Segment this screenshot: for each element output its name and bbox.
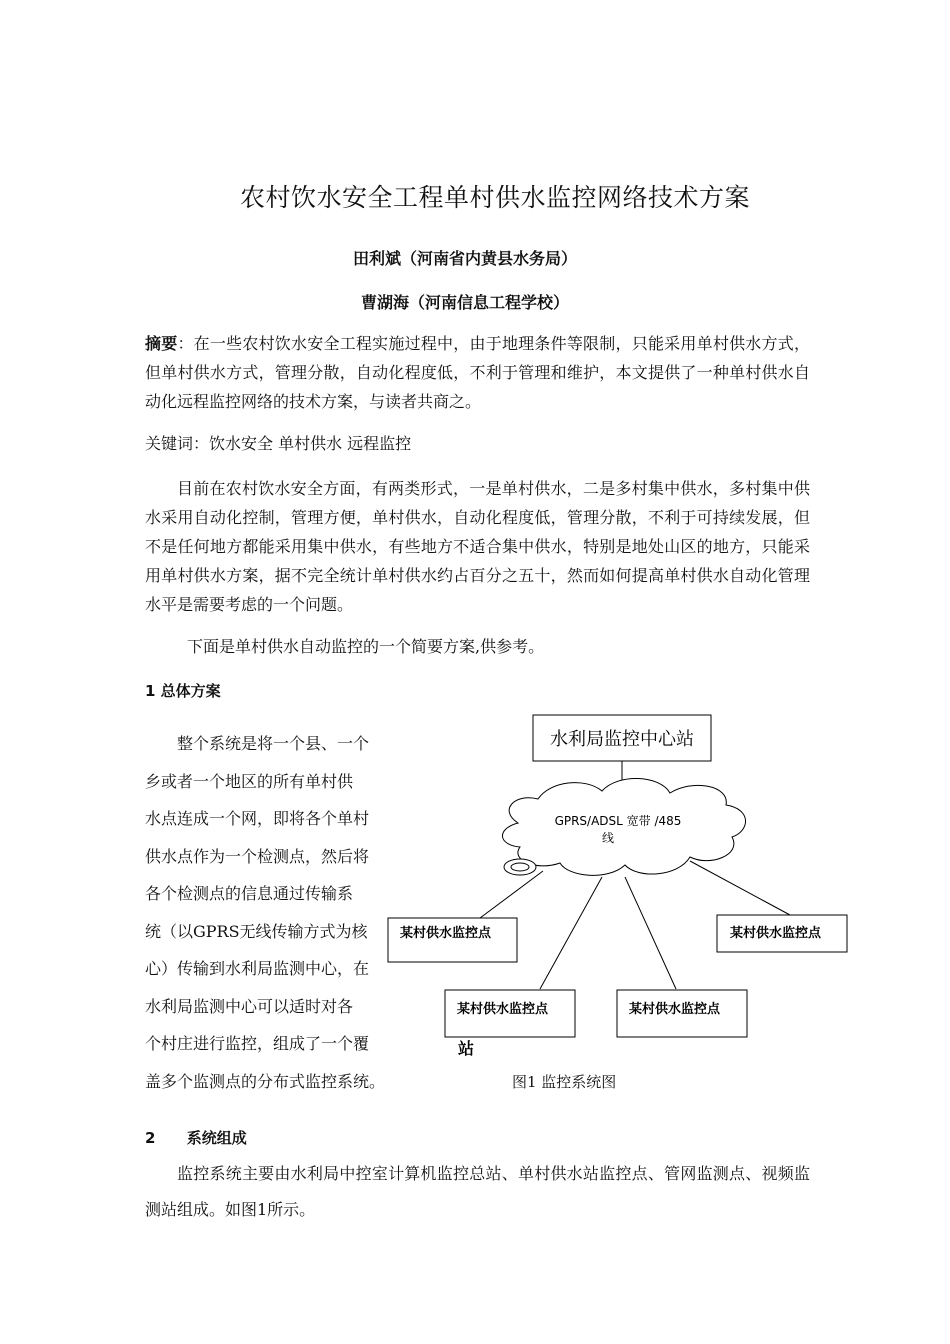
connector-line: [690, 861, 790, 915]
abstract-text: ：在一些农村饮水安全工程实施过程中，由于地理条件等限制，只能采用单村供水方式，但单村供水方式，管理分散，自动化程度低，不利于管理和维护，本文提供了一种单村供水自动化远程监控网络的技术方案，与读者共商之。: [145, 334, 810, 411]
text-line: 供水点作为一个检测点，然后将: [145, 846, 370, 866]
cloud-label-line-2: 线: [601, 831, 615, 845]
text-line: 各个检测点的信息通过传输系: [145, 884, 354, 903]
section-1-text: [145, 725, 390, 1100]
village-node-label: 某村供水监控点: [457, 1002, 549, 1017]
cloud-label-line-1: GPRS/ADSL 宽带 /485: [554, 814, 682, 828]
intro-paragraph-2: 下面是单村供水自动监控的一个简要方案,供参考。: [187, 637, 545, 656]
text-line: 整个系统是将一个县、一个: [177, 734, 370, 753]
center-station-label: 水利局监控中心站: [550, 729, 694, 750]
text-line: 统（以GPRS无线传输方式为核: [145, 921, 368, 941]
figure-caption: 图1 监控系统图: [512, 1073, 617, 1091]
abstract: [145, 329, 810, 416]
paper-title: 农村饮水安全工程单村供水监控网络技术方案: [239, 183, 750, 212]
stray-character: 站: [458, 1039, 475, 1058]
abstract-label: 摘要: [145, 334, 178, 353]
village-node-label: 某村供水监控点: [730, 926, 822, 941]
text-line: 个村庄进行监控，组成了一个覆: [145, 1034, 370, 1053]
author-1: 田利斌（河南省内黄县水务局）: [352, 249, 577, 268]
text-line: 乡或者一个地区的所有单村供: [145, 771, 354, 791]
text-line: 水利局监测中心可以适时对各: [145, 996, 354, 1016]
village-node-label: 某村供水监控点: [400, 926, 492, 941]
connector-line: [480, 871, 543, 918]
village-node-label: 某村供水监控点: [629, 1002, 721, 1017]
text-line: 水点连成一个网，即将各个单村: [145, 809, 370, 828]
connector-line: [540, 877, 602, 989]
section-2-heading: 2 系统组成: [145, 1129, 247, 1147]
intro-paragraph: 目前在农村饮水安全方面，有两类形式，一是单村供水，二是多村集中供水，多村集中供水采用自动化控制，管理方便，单村供水，自动化程度低，管理分散，不利于可持续发展，但不是任何地方都能采用集中供水，有些地方不适合集中供水，特别是地处山区的地方，只能采用单村供水方案，据不完全统计单村供水约占百分之五十，然而如何提高单村供水自动化管理水平是需要考虑的一个问题。: [145, 479, 810, 614]
text-line: 心）传输到水利局监测中心，在: [145, 959, 370, 978]
cloud-bubble-inner: [511, 863, 529, 871]
author-2: 曹湖海（河南信息工程学校）: [360, 293, 569, 312]
connector-line: [625, 877, 676, 989]
monitoring-system-diagram: [380, 705, 860, 1065]
keywords: 关键词：饮水安全 单村供水 远程监控: [145, 434, 412, 453]
section-1-heading: 1 总体方案: [145, 682, 221, 700]
text-line: 盖多个监测点的分布式监控系统。: [145, 1071, 386, 1091]
section-2-text: 监控系统主要由水利局中控室计算机监控总站、单村供水站监控点、管网监测点、视频监测站组成。如图1所示。: [145, 1164, 810, 1219]
